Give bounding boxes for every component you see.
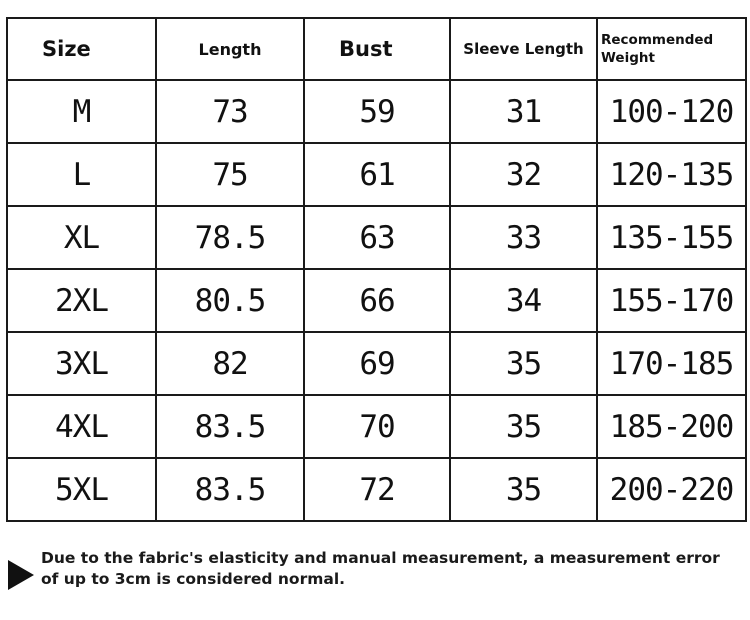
cell-recommended-weight: 100-120 — [597, 80, 746, 143]
triangle-right-icon — [8, 560, 34, 590]
table-row — [7, 206, 746, 269]
cell-recommended-weight: 155-170 — [597, 269, 746, 332]
cell-sleeve-length: 35 — [450, 395, 597, 458]
cell-size: L — [7, 143, 156, 206]
cell-length: 73 — [156, 80, 304, 143]
header-weight-line1: Recommended — [601, 32, 714, 48]
cell-bust: 66 — [304, 269, 450, 332]
cell-size: 5XL — [7, 458, 156, 521]
table-row — [7, 269, 746, 332]
size-chart-table — [6, 17, 747, 522]
cell-bust: 69 — [304, 332, 450, 395]
cell-recommended-weight: 120-135 — [597, 143, 746, 206]
header-bust: Bust — [304, 18, 450, 80]
size-chart-body — [7, 80, 746, 521]
measurement-note-text: Due to the fabric's elasticity and manual measurement, a measurement error of up to 3cm is considered normal. — [41, 549, 720, 588]
cell-sleeve-length: 33 — [450, 206, 597, 269]
cell-bust: 59 — [304, 80, 450, 143]
size-chart-header — [7, 18, 746, 80]
cell-size: 3XL — [7, 332, 156, 395]
cell-length: 82 — [156, 332, 304, 395]
cell-sleeve-length: 31 — [450, 80, 597, 143]
table-row — [7, 395, 746, 458]
measurement-note — [8, 548, 728, 592]
cell-sleeve-length: 34 — [450, 269, 597, 332]
cell-sleeve-length: 32 — [450, 143, 597, 206]
cell-bust: 63 — [304, 206, 450, 269]
cell-size: M — [7, 80, 156, 143]
cell-size: 2XL — [7, 269, 156, 332]
cell-length: 75 — [156, 143, 304, 206]
cell-length: 83.5 — [156, 458, 304, 521]
cell-length: 83.5 — [156, 395, 304, 458]
header-sleeve-length: Sleeve Length — [450, 18, 597, 80]
cell-length: 78.5 — [156, 206, 304, 269]
header-weight-line2: Weight — [601, 50, 655, 66]
cell-size: XL — [7, 206, 156, 269]
cell-recommended-weight: 200-220 — [597, 458, 746, 521]
cell-size: 4XL — [7, 395, 156, 458]
table-row — [7, 458, 746, 521]
table-row — [7, 80, 746, 143]
cell-bust: 72 — [304, 458, 450, 521]
cell-recommended-weight: 185-200 — [597, 395, 746, 458]
cell-sleeve-length: 35 — [450, 332, 597, 395]
header-size: Size — [7, 18, 156, 80]
cell-recommended-weight: 135-155 — [597, 206, 746, 269]
cell-bust: 61 — [304, 143, 450, 206]
cell-length: 80.5 — [156, 269, 304, 332]
cell-recommended-weight: 170-185 — [597, 332, 746, 395]
table-row — [7, 332, 746, 395]
cell-bust: 70 — [304, 395, 450, 458]
cell-sleeve-length: 35 — [450, 458, 597, 521]
table-row — [7, 143, 746, 206]
header-length: Length — [156, 18, 304, 80]
header-row — [7, 18, 746, 80]
header-recommended-weight — [597, 18, 746, 80]
